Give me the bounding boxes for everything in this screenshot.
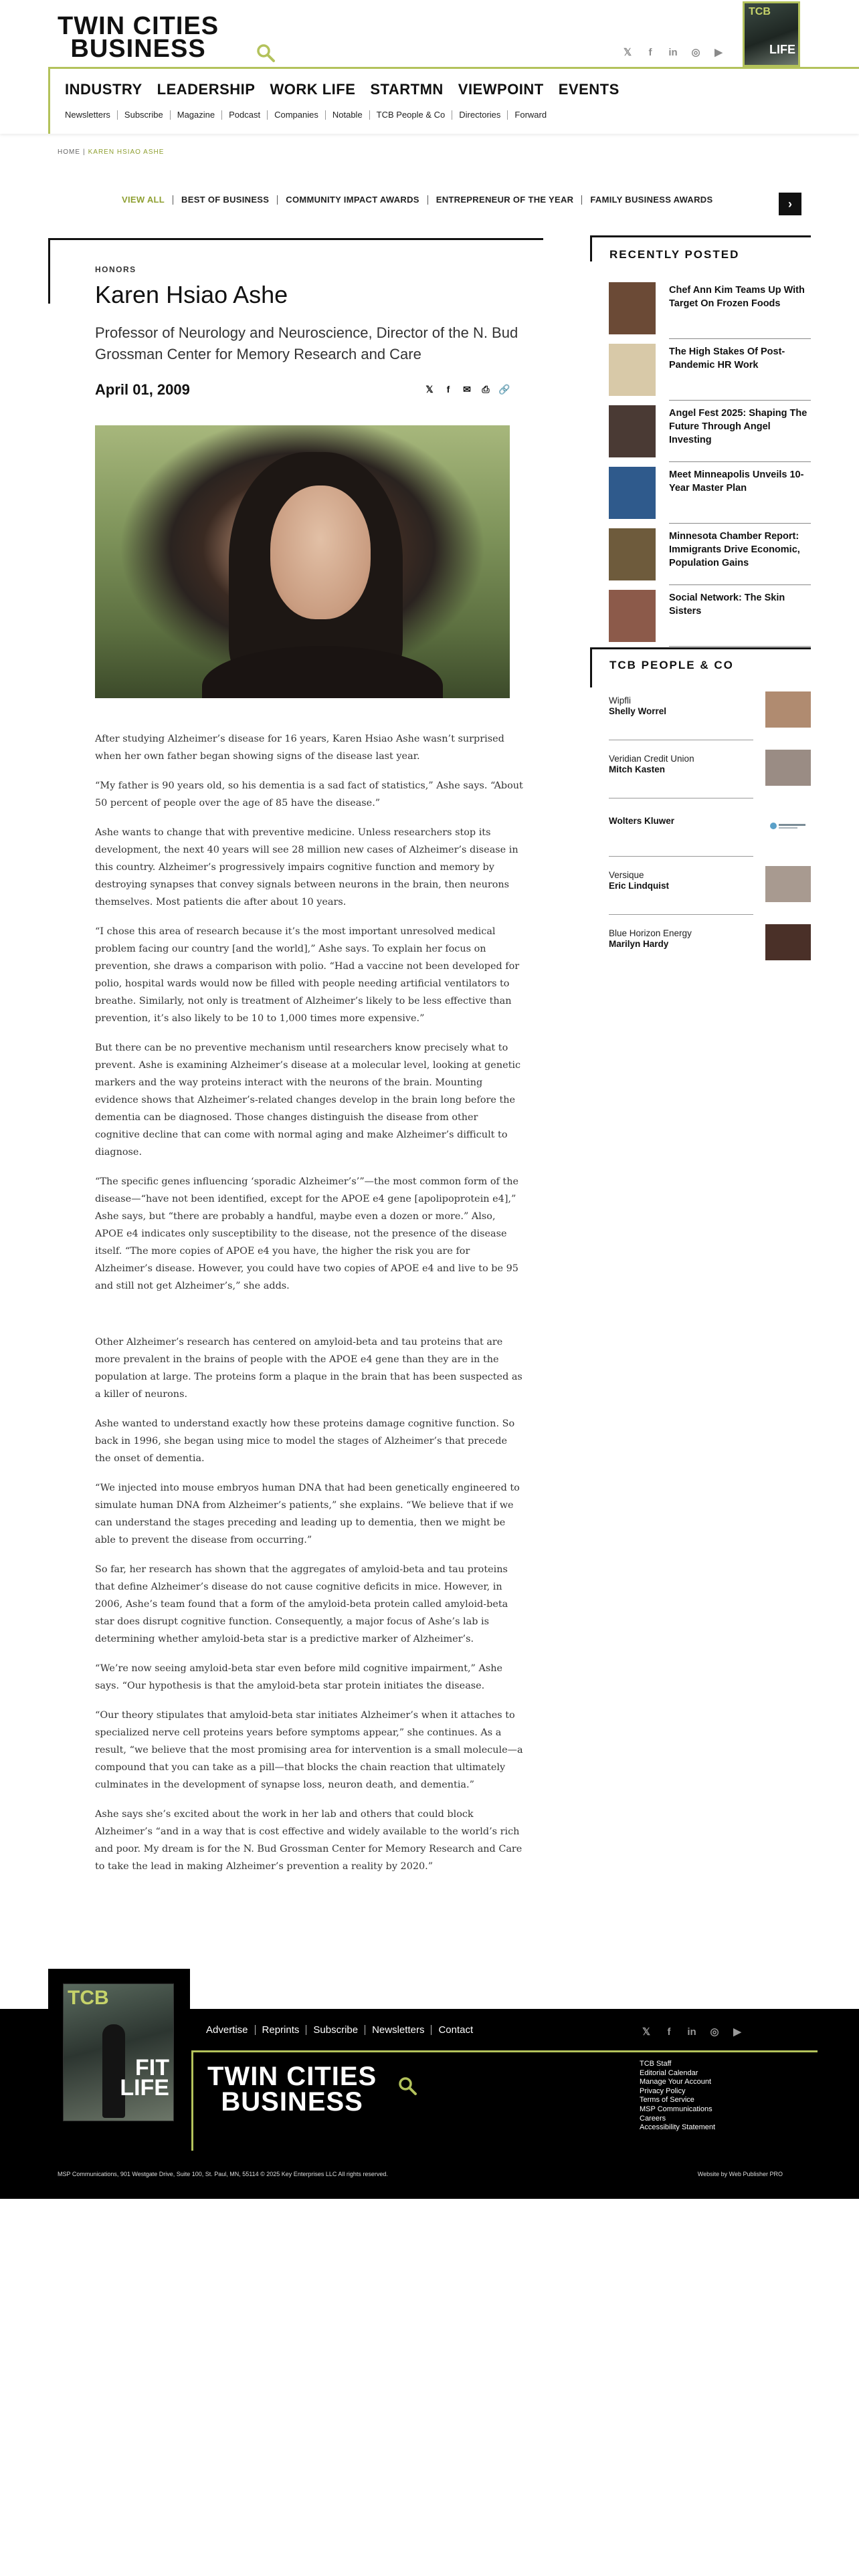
tcb-company-name[interactable]: Wolters Kluwer bbox=[609, 816, 675, 826]
divider bbox=[669, 523, 811, 524]
filter-entrepreneur[interactable]: ENTREPRENEUR OF THE YEAR bbox=[428, 195, 583, 205]
paragraph: After studying Alzheimer’s disease for 16 years, Karen Hsiao Ashe wasn’t surprised when her own father began showing signs of the disease last year. bbox=[95, 734, 504, 762]
article-portrait-photo bbox=[95, 425, 510, 698]
nav-startmn[interactable]: STARTMN bbox=[370, 81, 444, 98]
footer-link-newsletters[interactable]: Newsletters bbox=[365, 2025, 432, 2035]
list-item[interactable] bbox=[609, 467, 811, 528]
recent-thumbnail[interactable] bbox=[609, 405, 656, 457]
tcb-company: Versique bbox=[609, 870, 644, 880]
footer-cover-word: LIFE bbox=[120, 2075, 169, 2101]
nav-leadership[interactable]: LEADERSHIP bbox=[157, 81, 256, 98]
recent-title[interactable]: Angel Fest 2025: Shaping The Future Through Angel Investing bbox=[669, 408, 807, 445]
email-icon[interactable]: ✉ bbox=[463, 383, 471, 395]
twitter-icon[interactable]: 𝕏 bbox=[642, 2026, 651, 2038]
footer-link-reprints[interactable]: Reprints bbox=[256, 2025, 307, 2035]
tcb-company: Veridian Credit Union bbox=[609, 754, 694, 764]
article-date: April 01, 2009 bbox=[95, 381, 190, 398]
list-item[interactable] bbox=[609, 528, 811, 590]
instagram-icon[interactable]: ◎ bbox=[710, 2026, 719, 2038]
paragraph: But there can be no preventive mechanism until researchers know precisely what to prevent. Ashe is examining Alzheimer’s disease at a molecular level, looking at genetic markers and the way proteins interact with the neurons of the brain. Mounting evidence shows that Alzheimer’s-related changes develop in the brain long before the dementia can be diagnosed. Those changes distinguish the disease from other cognitive decline that can come with normal aging and make Alzheimer’s difficult to diagnose. bbox=[95, 1043, 521, 1158]
divider bbox=[669, 461, 811, 462]
list-item[interactable] bbox=[609, 924, 811, 982]
print-icon[interactable]: ⎙ bbox=[482, 383, 490, 395]
paragraph: “I chose this area of research because it’s the most important unresolved medical problem facing our country [and the world],” Ashe says. To explain her focus on prevention, she draws a comparison with polio. “Had a vaccine not been developed for polio, hospital wards would now be filled with people needing artificial ventilators to breathe. Similarly, not only is treatment of Alzheimer’s likely to be less effective than prevention, it’s also likely to be 10 to 1,000 times more expensive.” bbox=[95, 926, 520, 1024]
footer-social-links bbox=[640, 2025, 744, 2038]
recent-thumbnail[interactable] bbox=[609, 467, 656, 519]
tcb-company: Wipfli bbox=[609, 695, 631, 706]
article-subtitle: Professor of Neurology and Neuroscience, Director of the N. Bud Grossman Center for Memory Research and Care bbox=[95, 324, 518, 362]
nav-industry[interactable]: INDUSTRY bbox=[65, 81, 142, 98]
linkedin-icon[interactable]: in bbox=[687, 2026, 696, 2038]
avatar[interactable] bbox=[765, 866, 811, 902]
footer-link[interactable]: MSP Communications bbox=[640, 2105, 712, 2113]
tcb-person[interactable]: Eric Lindquist bbox=[609, 881, 670, 891]
list-item[interactable] bbox=[609, 344, 811, 405]
subnav-companies[interactable]: Companies bbox=[268, 110, 326, 120]
footer-logo[interactable] bbox=[207, 2064, 377, 2115]
footer-secondary-links bbox=[640, 2060, 715, 2133]
facebook-icon[interactable]: f bbox=[446, 384, 450, 395]
footer-link-advertise[interactable]: Advertise bbox=[206, 2025, 256, 2035]
recent-title[interactable]: The High Stakes Of Post-Pandemic HR Work bbox=[669, 346, 785, 370]
paragraph: Other Alzheimer’s research has centered on amyloid-beta and tau proteins that are more prevalent in the brains of people with the APOE e4 gene than they are in the population at large. The proteins form a plaque in the brain that has been suspected as a killer of neurons. bbox=[95, 1337, 522, 1400]
paragraph: Ashe wanted to understand exactly how these proteins damage cognitive function. So back in 1996, she began using mice to model the stages of Alzheimer’s that precede the onset of dementia. bbox=[95, 1418, 515, 1464]
nav-viewpoint[interactable]: VIEWPOINT bbox=[458, 81, 544, 98]
company-logo-mark bbox=[768, 819, 808, 833]
tcb-person[interactable]: Mitch Kasten bbox=[609, 764, 666, 774]
footer-link[interactable]: Manage Your Account bbox=[640, 2078, 712, 2086]
footer-cover-headline bbox=[120, 2055, 169, 2101]
youtube-icon[interactable]: ▶ bbox=[714, 47, 723, 58]
breadcrumb-home[interactable]: HOME bbox=[58, 148, 80, 156]
recent-thumbnail[interactable] bbox=[609, 282, 656, 334]
chevron-right-icon[interactable]: › bbox=[779, 193, 801, 215]
avatar[interactable] bbox=[765, 691, 811, 728]
linkedin-icon[interactable]: in bbox=[668, 46, 678, 58]
recent-thumbnail[interactable] bbox=[609, 528, 656, 580]
tcb-people-title: TCB PEOPLE & CO bbox=[609, 659, 734, 671]
footer-link-subscribe[interactable]: Subscribe bbox=[306, 2025, 365, 2035]
footer-cover-image bbox=[63, 1983, 174, 2121]
recent-title[interactable]: Chef Ann Kim Teams Up With Target On Frozen Foods bbox=[669, 285, 805, 309]
footer-cover-word: FIT bbox=[135, 2055, 169, 2080]
footer-cover-brand: TCB bbox=[68, 1987, 109, 2009]
logo-line-1: TWIN CITIES bbox=[58, 12, 219, 40]
search-icon[interactable] bbox=[256, 43, 276, 63]
footer-link-contact[interactable]: Contact bbox=[438, 2024, 474, 2036]
subnav-subscribe[interactable]: Subscribe bbox=[118, 110, 171, 120]
paragraph: “My father is 90 years old, so his dementia is a sad fact of statistics,” Ashe says. “About 50 percent of people over the age of 85 have the disease.” bbox=[95, 780, 523, 809]
magazine-cover-thumbnail[interactable] bbox=[743, 1, 800, 67]
link-icon[interactable]: 🔗 bbox=[498, 383, 510, 395]
site-credit[interactable]: Website by Web Publisher PRO bbox=[697, 2171, 783, 2177]
footer-link[interactable]: Editorial Calendar bbox=[640, 2068, 698, 2077]
filter-family-business[interactable]: FAMILY BUSINESS AWARDS bbox=[590, 195, 713, 205]
tcb-person[interactable]: Marilyn Hardy bbox=[609, 939, 669, 949]
paragraph: “Our theory stipulates that amyloid-beta star initiates Alzheimer’s when it attaches to specialized nerve cell proteins years before symptoms appear,” she continues. As a result, “we believe that the most promising area for intervention is a small molecule—a compound that you can take as a pill—that blocks the chain reaction that ultimately culminates in the development of synapse loss, neuron death, and dementia.” bbox=[95, 1710, 523, 1790]
instagram-icon[interactable]: ◎ bbox=[691, 47, 700, 58]
nav-frame bbox=[48, 67, 859, 134]
divider bbox=[609, 856, 753, 857]
subnav-notable[interactable]: Notable bbox=[326, 110, 370, 120]
share-toolbar bbox=[424, 383, 510, 396]
breadcrumb bbox=[58, 148, 164, 156]
subnav-directories[interactable]: Directories bbox=[452, 110, 508, 120]
breadcrumb-separator: | bbox=[83, 148, 86, 156]
list-item[interactable] bbox=[609, 590, 811, 651]
filter-best-of-business[interactable]: BEST OF BUSINESS bbox=[173, 195, 278, 205]
article-category[interactable]: HONORS bbox=[95, 265, 136, 274]
award-filter-bar bbox=[114, 195, 721, 205]
copyright: MSP Communications, 901 Westgate Drive, Suite 100, St. Paul, MN, 55114 © 2025 Key Enterprises LLC All rights reserved. bbox=[58, 2171, 388, 2177]
divider bbox=[669, 646, 811, 647]
page-title: Karen Hsiao Ashe bbox=[95, 281, 288, 308]
breadcrumb-current: KAREN HSIAO ASHE bbox=[88, 148, 165, 156]
main-nav bbox=[65, 81, 619, 98]
photo-face bbox=[270, 486, 371, 619]
tcb-people-list bbox=[609, 691, 811, 982]
filter-view-all[interactable]: VIEW ALL bbox=[114, 195, 173, 205]
divider bbox=[609, 914, 753, 915]
nav-work-life[interactable]: WORK LIFE bbox=[270, 81, 356, 98]
recently-posted-list bbox=[609, 282, 811, 651]
list-item[interactable] bbox=[609, 282, 811, 344]
recent-title[interactable]: Social Network: The Skin Sisters bbox=[669, 593, 785, 617]
twitter-icon[interactable]: 𝕏 bbox=[425, 383, 434, 395]
subnav-tcb-people[interactable]: TCB People & Co bbox=[370, 110, 453, 120]
paragraph: “The specific genes influencing ‘sporadic Alzheimer’s’”—the most common form of the disease—“have not been identified, except for the APOE e4 gene [apolipoprotein e4],” Ashe says, but “there are probably a handful, maybe even a dozen or more.” Also, APOE e4 indicates only susceptibility to the disease, not the presence of the disease itself. “The more copies of APOE e4 you have, the higher the risk you are for Alzheimer’s disease. However, you could have two copies of APOE e4 and live to be 95 and still not get Alzheimer’s,” she adds. bbox=[95, 1176, 518, 1291]
subnav-podcast[interactable]: Podcast bbox=[222, 110, 268, 120]
list-item[interactable] bbox=[609, 750, 811, 808]
list-item[interactable] bbox=[609, 808, 811, 866]
tcb-company: Blue Horizon Energy bbox=[609, 928, 692, 938]
avatar[interactable] bbox=[765, 924, 811, 960]
header-social-links bbox=[621, 45, 725, 59]
logo-line-2: BUSINESS bbox=[70, 35, 206, 63]
paragraph: Ashe says she’s excited about the work in her lab and others that could block Alzheimer’s “and in a way that is cost effective and widely available to the world’s rich and poor. My dream is for the N. Bud Grossman Center for Memory Research and Care to take the lead in making Alzheimer’s prevention a reality by 2020.” bbox=[95, 1809, 522, 1872]
tcb-person[interactable]: Shelly Worrel bbox=[609, 706, 667, 716]
footer-link[interactable]: Accessibility Statement bbox=[640, 2123, 716, 2132]
subnav-magazine[interactable]: Magazine bbox=[171, 110, 222, 120]
site-logo[interactable] bbox=[58, 12, 219, 63]
article-body bbox=[95, 730, 523, 1887]
avatar[interactable] bbox=[765, 750, 811, 786]
footer-link[interactable]: Careers bbox=[640, 2114, 666, 2123]
recently-posted-title: RECENTLY POSTED bbox=[609, 248, 740, 261]
list-item[interactable] bbox=[609, 691, 811, 750]
paragraph: “We injected into mouse embryos human DNA that had been genetically engineered to simulate human DNA from Alzheimer’s patients,” she explains. “We believe that if we can understand the stages preceding and leading up to dementia, then we might be able to prevent the disease from occurring.” bbox=[95, 1483, 520, 1545]
filter-community-impact[interactable]: COMMUNITY IMPACT AWARDS bbox=[278, 195, 428, 205]
facebook-icon[interactable]: f bbox=[648, 46, 652, 58]
paragraph: So far, her research has shown that the aggregates of amyloid-beta and tau proteins that define Alzheimer’s disease do not cause cognitive deficits in mice. However, in 2006, Ashe’s team found that a form of the amyloid-beta protein called amyloid-beta star does disrupt cognitive function. Consequently, a major focus of Ashe’s lab is determining whether amyloid-beta star is a predictive marker of Alzheimer’s. bbox=[95, 1564, 508, 1644]
paragraph: “We’re now seeing amyloid-beta star even before mild cognitive impairment,” Ashe says. “Our hypothesis is that the amyloid-beta star protein initiates the disease. bbox=[95, 1663, 503, 1691]
recent-title[interactable]: Minnesota Chamber Report: Immigrants Drive Economic, Population Gains bbox=[669, 531, 800, 568]
site-header bbox=[0, 0, 859, 134]
footer-logo-line-1: TWIN CITIES bbox=[207, 2062, 377, 2091]
footer-links bbox=[206, 2025, 480, 2035]
footer-logo-line-2: BUSINESS bbox=[221, 2087, 363, 2117]
footer-link[interactable]: Terms of Service bbox=[640, 2096, 694, 2105]
divider bbox=[669, 338, 811, 339]
cover-brand: TCB bbox=[749, 6, 771, 17]
divider bbox=[669, 400, 811, 401]
divider bbox=[669, 584, 811, 585]
tcb-people-frame bbox=[590, 647, 811, 687]
recent-title[interactable]: Meet Minneapolis Unveils 10-Year Master Plan bbox=[669, 469, 804, 494]
footer-link[interactable]: Privacy Policy bbox=[640, 2086, 686, 2095]
youtube-icon[interactable]: ▶ bbox=[733, 2026, 741, 2038]
twitter-icon[interactable]: 𝕏 bbox=[623, 47, 632, 58]
subnav-forward[interactable]: Forward bbox=[514, 110, 547, 120]
paragraph: Ashe wants to change that with preventive medicine. Unless researchers stop its development, the next 40 years will see 28 million new cases of Alzheimer’s disease in this country. Alzheimer’s progressively impairs cognitive function and memory by destroying synapses that convey signals between neurons in the brain, then neurons themselves. Most patients die after about 10 years. bbox=[95, 827, 518, 907]
company-logo[interactable] bbox=[765, 808, 811, 844]
nav-events[interactable]: EVENTS bbox=[558, 81, 619, 98]
facebook-icon[interactable]: f bbox=[667, 2026, 671, 2038]
cover-headline: LIFE bbox=[769, 43, 795, 56]
recently-posted-frame bbox=[590, 235, 811, 261]
sub-nav bbox=[65, 110, 553, 120]
list-item[interactable] bbox=[609, 405, 811, 467]
list-item[interactable] bbox=[609, 866, 811, 924]
footer-link[interactable]: TCB Staff bbox=[640, 2060, 672, 2068]
search-icon[interactable] bbox=[397, 2076, 417, 2096]
footer-magazine-cover[interactable] bbox=[48, 1969, 190, 2125]
recent-thumbnail[interactable] bbox=[609, 590, 656, 642]
subnav-newsletters[interactable]: Newsletters bbox=[65, 110, 118, 120]
recent-thumbnail[interactable] bbox=[609, 344, 656, 396]
